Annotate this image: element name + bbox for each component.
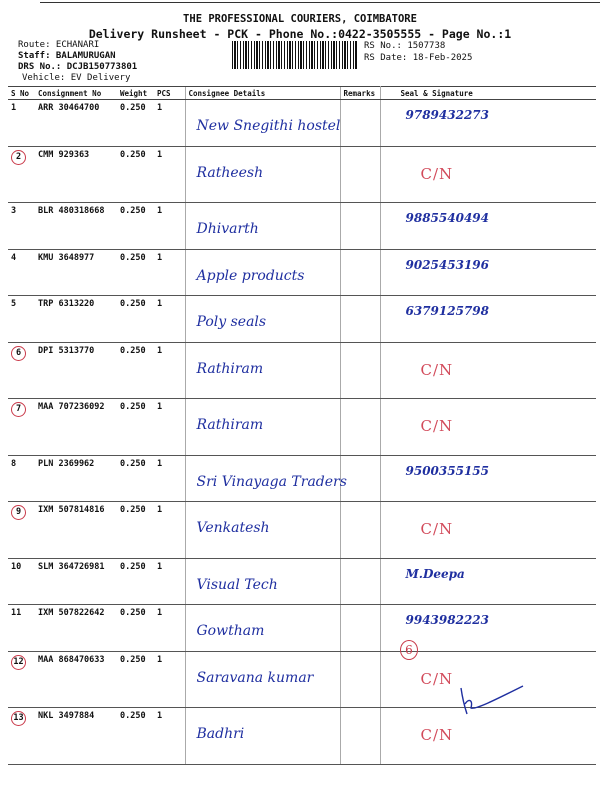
row-signature xyxy=(380,146,596,203)
table-body xyxy=(8,100,596,765)
row-pcs: 1 xyxy=(154,605,185,652)
signature-handwritten: M.Deepa xyxy=(405,566,465,581)
row-sno xyxy=(8,651,35,708)
table-row xyxy=(8,502,596,559)
row-pcs: 1 xyxy=(154,708,185,765)
sno-circle: 13 xyxy=(11,711,26,726)
table-row xyxy=(8,558,596,605)
row-signature xyxy=(380,399,596,456)
col-sno: S No xyxy=(8,87,35,100)
signature-handwritten: C/N xyxy=(420,669,454,688)
row-consignment-no: IXM 507814816 xyxy=(35,502,117,559)
row-signature xyxy=(380,342,596,399)
row-consignee xyxy=(185,249,340,296)
total-count-note: 6 xyxy=(400,640,418,660)
signature-handwritten: 6379125798 xyxy=(405,304,489,318)
row-consignment-no: PLN 2369962 xyxy=(35,455,117,502)
consignee-handwritten: Apple products xyxy=(196,267,305,284)
consignee-handwritten: Visual Tech xyxy=(196,576,278,593)
row-consignee xyxy=(185,651,340,708)
sno-text: 11 xyxy=(11,608,22,618)
row-pcs: 1 xyxy=(154,399,185,456)
signature-handwritten: 9025453196 xyxy=(405,257,489,272)
row-remarks xyxy=(340,651,380,708)
row-consignee xyxy=(185,455,347,502)
consignee-handwritten: Venkatesh xyxy=(196,520,270,536)
col-pcs: PCS xyxy=(154,87,185,100)
signature-handwritten: 9943982223 xyxy=(405,613,489,627)
sno-circle: 7 xyxy=(11,402,26,417)
row-signature xyxy=(380,558,596,605)
row-weight: 0.250 xyxy=(117,399,154,456)
row-weight: 0.250 xyxy=(117,249,154,296)
row-sno xyxy=(8,100,35,147)
row-signature xyxy=(380,455,596,502)
row-consignee xyxy=(185,399,340,456)
table-row xyxy=(8,100,596,147)
row-remarks xyxy=(340,100,380,147)
runsheet-table xyxy=(8,86,596,765)
sno-text: 3 xyxy=(11,206,17,216)
signature-handwritten: 9789432273 xyxy=(405,108,489,122)
row-sno xyxy=(8,296,35,343)
row-pcs: 1 xyxy=(154,249,185,296)
row-consignment-no: KMU 3648977 xyxy=(35,249,117,296)
row-consignment-no: TRP 6313220 xyxy=(35,296,117,343)
row-weight: 0.250 xyxy=(117,100,154,147)
row-consignment-no: ARR 30464700 xyxy=(35,100,117,147)
row-weight: 0.250 xyxy=(117,203,154,250)
col-consignee: Consignee Details xyxy=(185,87,340,100)
top-rule xyxy=(40,2,600,3)
row-weight: 0.250 xyxy=(117,146,154,203)
row-remarks xyxy=(340,558,380,605)
row-signature xyxy=(380,296,596,343)
signature-handwritten: C/N xyxy=(420,520,454,538)
signature-handwritten: C/N xyxy=(420,726,454,744)
sno-circle: 9 xyxy=(11,505,26,520)
consignee-handwritten: Badhri xyxy=(196,726,245,742)
signature-handwritten: C/N xyxy=(420,360,454,379)
row-sno xyxy=(8,399,35,456)
staff-label: Staff: BALAMURUGAN xyxy=(18,51,116,61)
table-row xyxy=(8,342,596,399)
table-row xyxy=(8,146,596,203)
col-remarks: Remarks xyxy=(340,87,380,100)
row-consignee xyxy=(185,100,340,147)
row-sno xyxy=(8,502,35,559)
table-row xyxy=(8,296,596,343)
row-weight: 0.250 xyxy=(117,455,154,502)
row-remarks xyxy=(340,342,380,399)
col-consignment: Consignment No xyxy=(35,87,117,100)
row-consignment-no: CMM 929363 xyxy=(35,146,117,203)
row-consignee xyxy=(185,605,340,652)
drs-number: DRS No.: DCJB150773801 xyxy=(18,62,138,72)
row-remarks xyxy=(340,399,380,456)
row-sno xyxy=(8,203,35,250)
row-remarks xyxy=(340,605,380,652)
row-consignee xyxy=(185,502,340,559)
row-sno xyxy=(8,455,35,502)
consignee-handwritten: Dhivarth xyxy=(196,221,259,237)
table-row xyxy=(8,203,596,250)
row-remarks xyxy=(340,249,380,296)
sno-text: 4 xyxy=(11,252,17,263)
table-row xyxy=(8,399,596,456)
signature-handwritten: 9500355155 xyxy=(405,463,489,478)
row-consignment-no: NKL 3497884 xyxy=(35,708,117,765)
company-name: THE PROFESSIONAL COURIERS, COIMBATORE xyxy=(183,13,417,25)
row-signature xyxy=(380,100,596,147)
consignee-handwritten: Saravana kumar xyxy=(196,669,314,686)
col-weight: Weight xyxy=(117,87,154,100)
route-label: Route: ECHANARI xyxy=(18,40,100,50)
row-signature xyxy=(380,203,596,250)
row-weight: 0.250 xyxy=(117,605,154,652)
barcode-icon xyxy=(232,41,358,69)
row-weight: 0.250 xyxy=(117,558,154,605)
row-signature xyxy=(380,249,596,296)
row-sno xyxy=(8,342,35,399)
row-consignee xyxy=(185,296,340,343)
sno-circle: 6 xyxy=(11,346,26,361)
signature-handwritten: 9885540494 xyxy=(405,211,489,225)
sno-circle: 12 xyxy=(11,655,26,670)
row-remarks xyxy=(340,203,380,250)
rs-date: RS Date: 18-Feb-2025 xyxy=(364,53,473,63)
consignee-handwritten: Ratheesh xyxy=(196,164,264,181)
row-consignee xyxy=(185,342,340,399)
consignee-handwritten: Gowtham xyxy=(196,623,265,639)
row-sno xyxy=(8,605,35,652)
consignee-handwritten: Rathiram xyxy=(196,417,264,433)
row-sno xyxy=(8,558,35,605)
table-row xyxy=(8,249,596,296)
initials-scribble-icon xyxy=(455,680,530,720)
row-consignee xyxy=(185,146,340,203)
row-pcs: 1 xyxy=(154,203,185,250)
row-remarks xyxy=(340,146,380,203)
table-row xyxy=(8,605,596,652)
row-pcs: 1 xyxy=(154,296,185,343)
row-pcs: 1 xyxy=(154,558,185,605)
row-sno xyxy=(8,146,35,203)
row-remarks xyxy=(340,296,380,343)
row-consignee xyxy=(185,203,340,250)
consignee-handwritten: Poly seals xyxy=(196,314,267,330)
sno-text: 10 xyxy=(11,561,22,572)
row-pcs: 1 xyxy=(154,146,185,203)
row-pcs: 1 xyxy=(154,455,185,502)
consignee-handwritten: Sri Vinayaga Traders xyxy=(196,473,347,490)
sno-text: 1 xyxy=(11,103,17,113)
row-sno xyxy=(8,249,35,296)
runsheet-title: Delivery Runsheet - PCK - Phone No.:0422-3505555 - Page No.:1 xyxy=(88,27,512,41)
row-weight: 0.250 xyxy=(117,296,154,343)
row-pcs: 1 xyxy=(154,651,185,708)
sno-text: 8 xyxy=(11,458,17,469)
row-pcs: 1 xyxy=(154,342,185,399)
vehicle-label: Vehicle: EV Delivery xyxy=(22,73,131,83)
row-weight: 0.250 xyxy=(117,651,154,708)
row-consignee xyxy=(185,708,340,765)
signature-handwritten: C/N xyxy=(420,164,454,183)
row-weight: 0.250 xyxy=(117,342,154,399)
rs-number: RS No.: 1507738 xyxy=(364,41,446,51)
row-consignment-no: MAA 868470633 xyxy=(35,651,117,708)
sno-circle: 2 xyxy=(11,150,26,165)
row-consignment-no: DPI 5313770 xyxy=(35,342,117,399)
consignee-handwritten: New Snegithi hostel xyxy=(196,118,341,134)
col-signature: Seal & Signature xyxy=(380,87,596,100)
row-weight: 0.250 xyxy=(117,502,154,559)
row-pcs: 1 xyxy=(154,100,185,147)
sno-text: 5 xyxy=(11,299,17,309)
signature-handwritten: C/N xyxy=(420,417,454,435)
row-sno xyxy=(8,708,35,765)
consignee-handwritten: Rathiram xyxy=(196,360,264,377)
table-row xyxy=(8,455,596,502)
row-consignment-no: BLR 480318668 xyxy=(35,203,117,250)
row-consignment-no: MAA 707236092 xyxy=(35,399,117,456)
row-consignment-no: SLM 364726981 xyxy=(35,558,117,605)
row-consignee xyxy=(185,558,340,605)
row-remarks xyxy=(340,708,380,765)
row-signature xyxy=(380,502,596,559)
row-remarks xyxy=(340,502,380,559)
table-header xyxy=(8,87,596,100)
row-pcs: 1 xyxy=(154,502,185,559)
row-consignment-no: IXM 507822642 xyxy=(35,605,117,652)
row-weight: 0.250 xyxy=(117,708,154,765)
